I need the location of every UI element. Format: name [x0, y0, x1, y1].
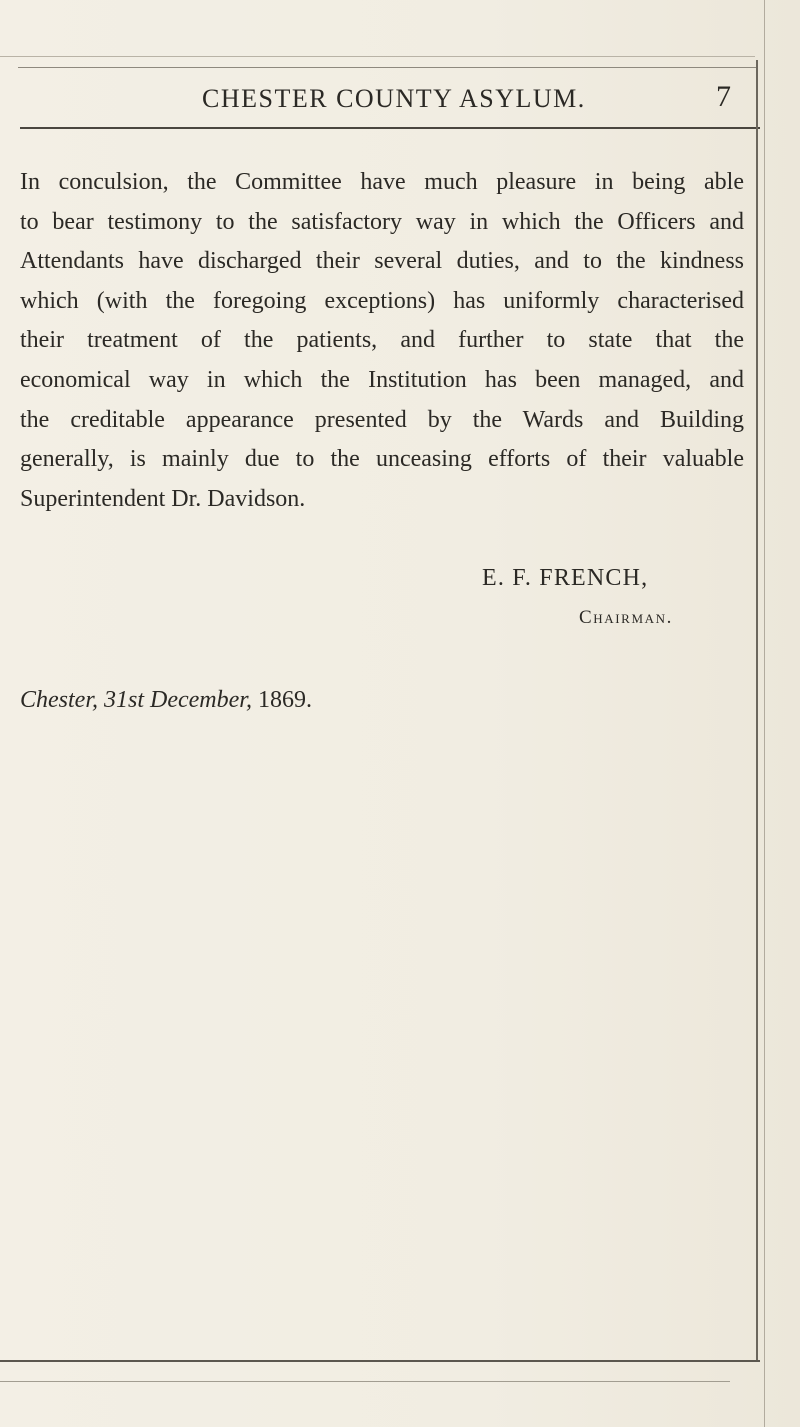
bottom-edge-rule	[0, 1381, 730, 1382]
body-paragraph	[20, 163, 744, 519]
page-edge-line	[764, 0, 765, 1427]
dateline-year: 1869.	[257, 687, 312, 713]
dateline	[20, 687, 312, 714]
body-line: Superintendent Dr. Davidson.	[20, 485, 306, 512]
dateline-month: December,	[150, 687, 252, 713]
top-edge-rule	[0, 56, 755, 57]
body-line: In conculsion, the Committee have much pleasure in being able	[20, 169, 744, 195]
header-rule	[20, 127, 760, 129]
body-line: economical way in which the Institution has been managed, and	[20, 366, 744, 393]
signature-name: E. F. FRENCH,	[482, 565, 649, 591]
dateline-day: 31st	[104, 687, 145, 713]
body-line: to bear testimony to the satisfactory way in which the Officers and	[20, 208, 744, 235]
dateline-place: Chester,	[20, 687, 98, 713]
body-line: generally, is mainly due to the unceasing efforts of their valuable	[20, 446, 744, 473]
signature-title: Chairman.	[579, 607, 673, 628]
body-line: Attendants have discharged their several duties, and to the kindness	[20, 248, 744, 275]
header-top-rule	[18, 67, 756, 68]
page-number: 7	[716, 80, 731, 113]
bottom-rule	[0, 1360, 760, 1362]
body-line: which (with the foregoing exceptions) has uniformly characterised	[20, 287, 744, 314]
body-line: the creditable appearance presented by the Wards and Building	[20, 406, 744, 433]
running-head: CHESTER COUNTY ASYLUM.	[202, 84, 586, 113]
page-edge-shadow	[756, 60, 758, 1360]
page-header	[0, 70, 760, 120]
body-line: their treatment of the patients, and further to state that the	[20, 327, 744, 354]
